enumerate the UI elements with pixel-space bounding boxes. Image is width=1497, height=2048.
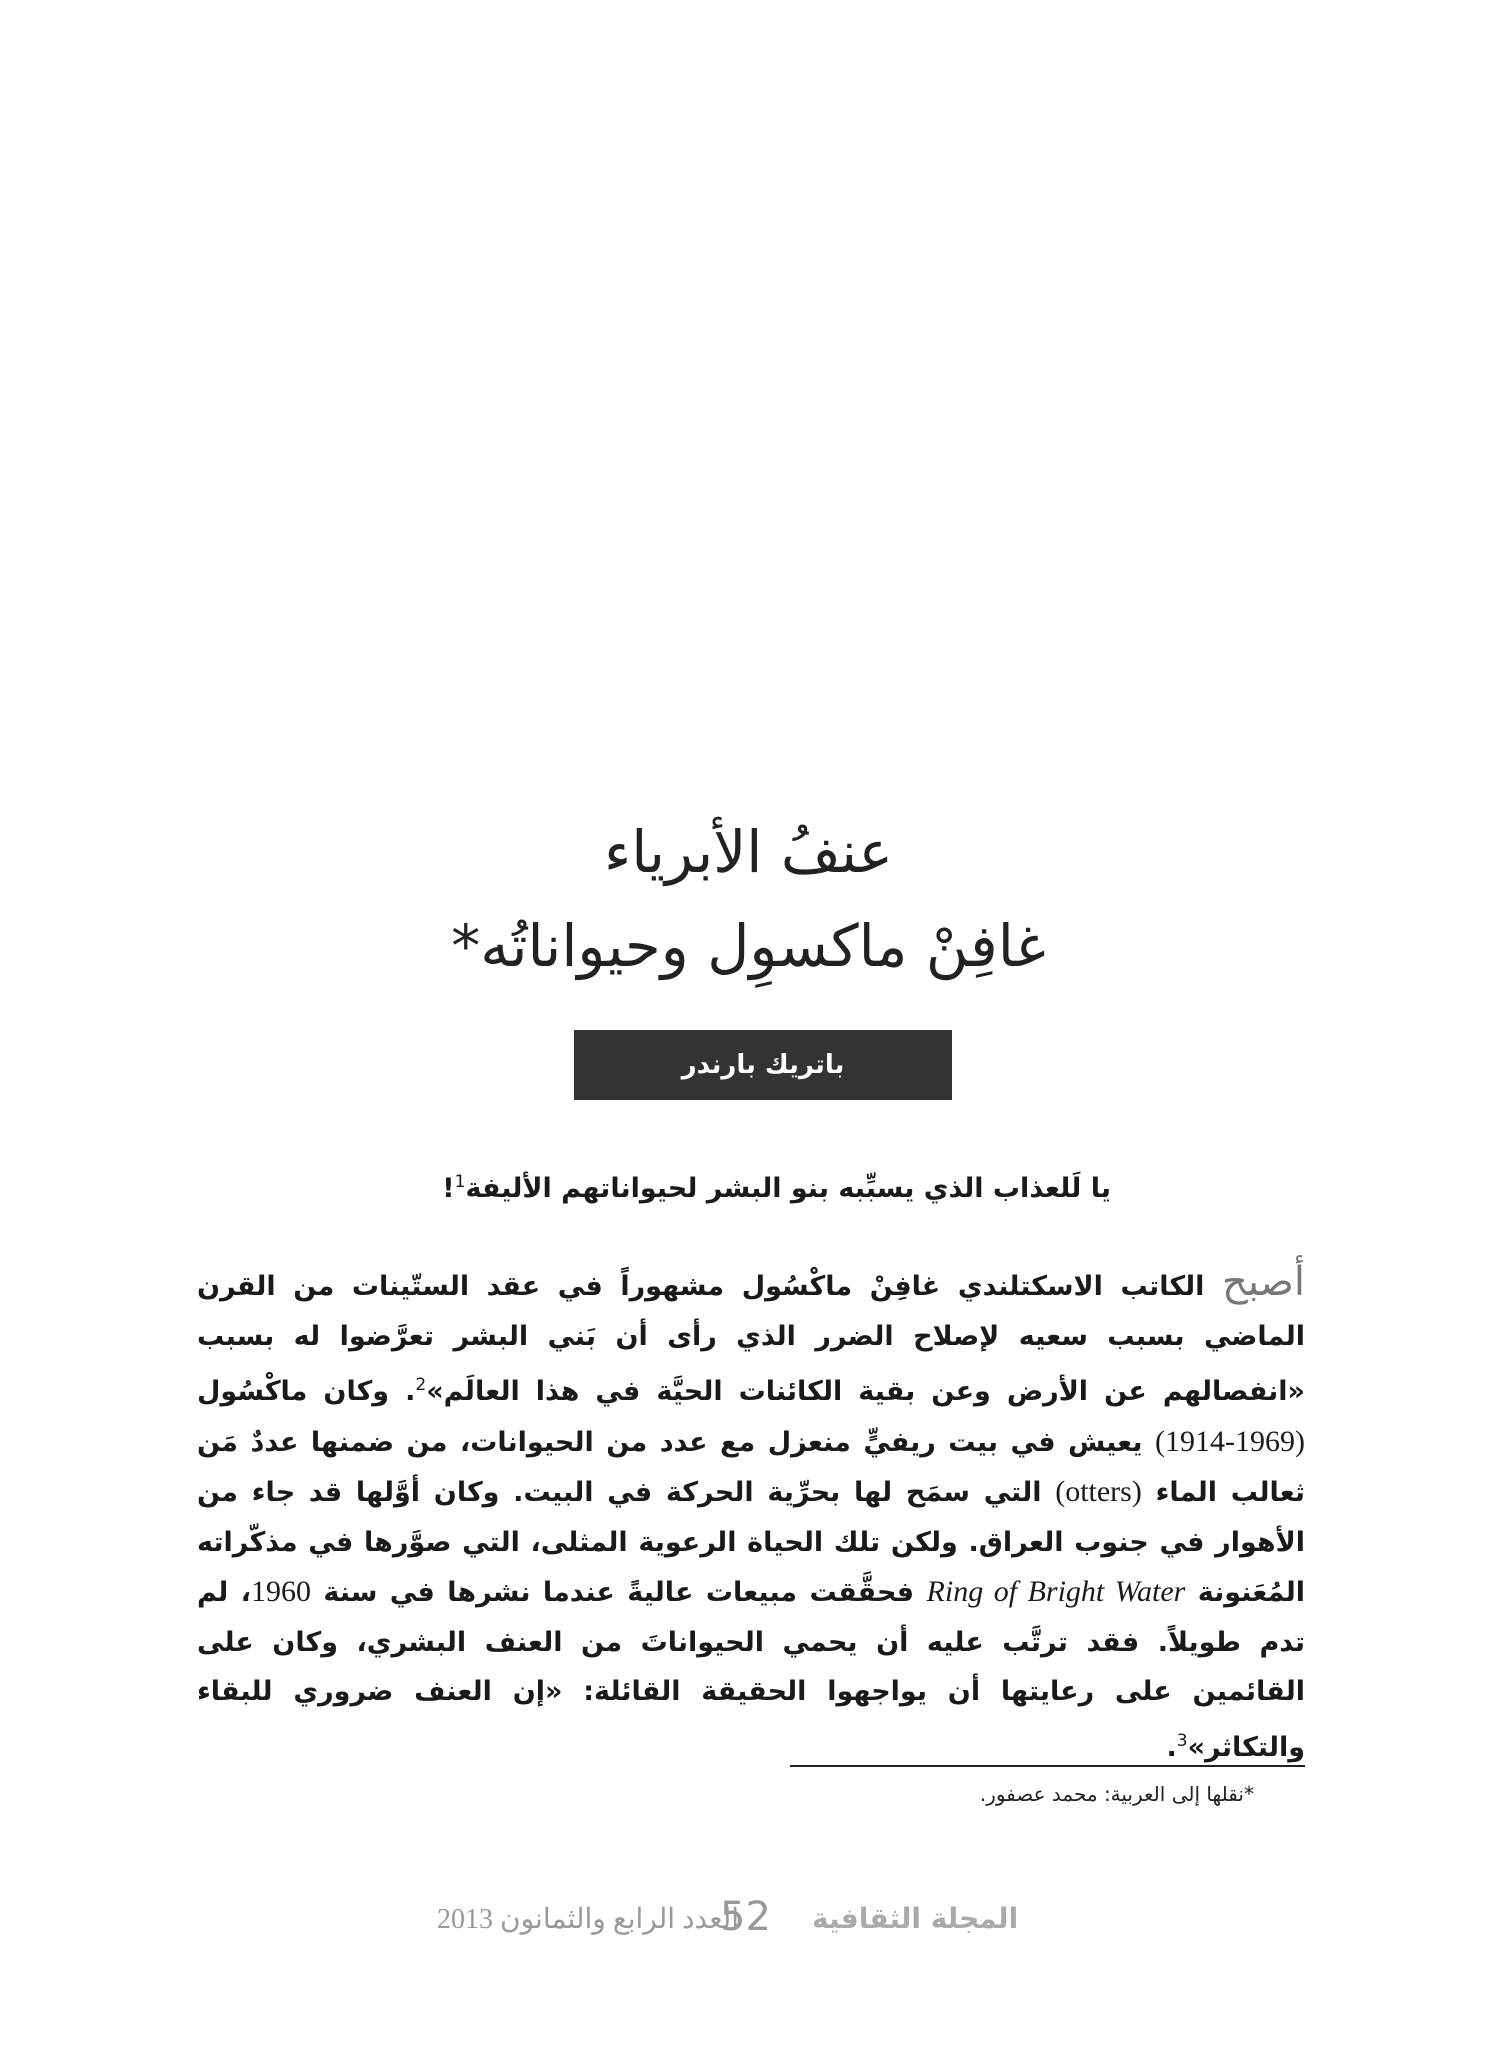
author-name: باتريك بارندر [681,1050,845,1080]
article-title-line2: غافِنْ ماكسوِل وحيواناتُه* [451,912,1046,980]
body-part-2: . وكان ماكْسُول [197,1376,416,1407]
translator-footnote: *نقلها إلى العربية: محمد عصفور. [979,1782,1254,1806]
magazine-name: المجلة الثقافية [812,1902,1019,1935]
epigraph-end: ! [442,1173,455,1204]
footer-issue: العدد الرابع والثمانون 2013 [437,1904,740,1935]
body-part-6: ، لم تدم طويلاً. فقد ترتَّب عليه أن يحمي الحيواناتَ من العنف البشري، وكان على القائمين على رعايتها أن يواجهوا الحقيقة القائلة: «إن العنف ضروري للبقاء والتكاثر» [197,1577,1305,1763]
body-part-1: الكاتب الاسكتلندي غافِنْ ماكْسُول مشهوراً في عقد الستّينات من القرن الماضي بسبب سعيه لإصلاح الضرر الذي رأى أن بَني البشر تعرَّضوا له بسبب «انفصالهم عن الأرض وعن بقية الكائنات الحيَّة في هذا العالَم» [197,1271,1305,1407]
body-paragraph [197,1258,1305,1772]
body-part-3: يعيش في بيت ريفيٍّ منعزل مع عدد من الحيوانات، من ضمنها عددٌ مَن ثعالب الماء [197,1426,1305,1508]
page-footer [0,1894,1497,1944]
author-box [574,1030,952,1100]
book-title: Ring of Bright Water [926,1575,1186,1608]
years-range: (1914-1969) [1155,1424,1305,1458]
dropcap-word: أصبح [1222,1259,1305,1305]
body-part-7: . [1166,1731,1177,1763]
publication-year: 1960 [251,1575,311,1608]
epigraph-note: 1 [454,1172,466,1192]
article-title-line1: عنفُ الأبرياء [603,818,893,886]
body-part-4: التي سمَح لها بحرِّية الحركة في البيت. وكان أوَّلها قد جاء من الأهوار في جنوب العراق. ولكن تلك الحياة الرعوية المثلى، التي صوَّرها في مذكّراته المُعَنونة [197,1477,1305,1608]
footnote-divider [790,1765,1305,1767]
otters-term: (otters) [1055,1475,1142,1508]
body-part-5: فحقَّقت مبيعات عاليةً عندما نشرها في سنة [311,1577,927,1608]
footnote-ref-2: 2 [415,1375,427,1395]
epigraph-text: يا لَلعذاب الذي يسبِّبه بنو البشر لحيواناتهم الأليفة [465,1173,1111,1204]
epigraph [442,1172,1111,1204]
page-number: 52 [720,1894,771,1940]
footnote-ref-3: 3 [1176,1730,1188,1751]
